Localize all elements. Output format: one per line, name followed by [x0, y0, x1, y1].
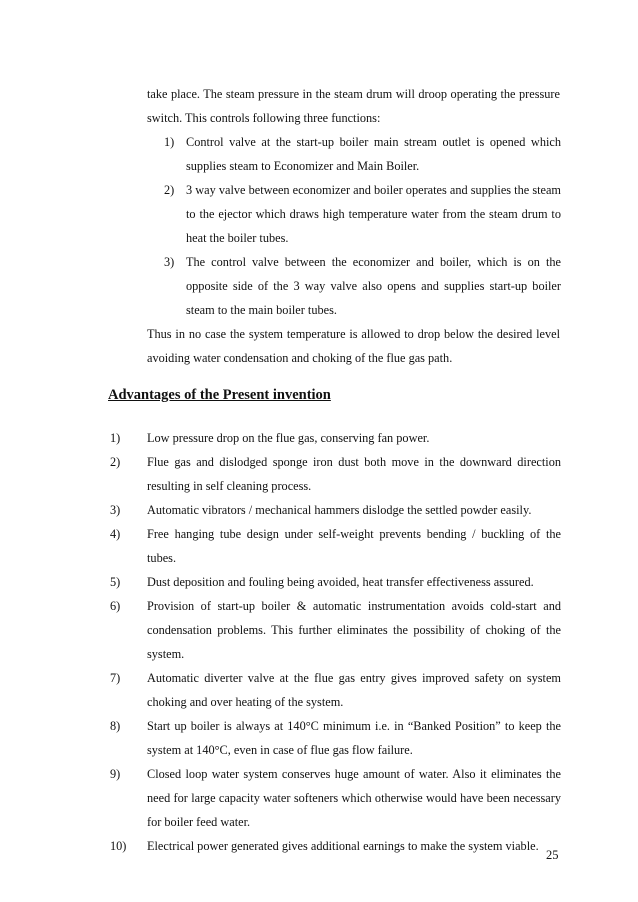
item-number: 7): [110, 671, 121, 685]
item-text: 3 way valve between economizer and boiler operates and supplies the steam to the ejector which draws high temperature water from the steam drum to heat the boiler tubes.: [186, 183, 561, 245]
conclusion-paragraph: Thus in no case the system temperature is allowed to drop below the desired level avoiding water condensation and choking of the flue gas path.: [147, 327, 560, 365]
item-number: 2): [164, 183, 175, 197]
item-number: 3): [110, 503, 121, 517]
functions-list: [164, 130, 561, 322]
list-item: [110, 570, 561, 594]
item-number: 1): [110, 431, 121, 445]
list-item: [110, 762, 561, 834]
section-heading: Advantages of the Present invention: [108, 387, 331, 403]
item-number: 2): [110, 455, 121, 469]
list-item: [110, 450, 561, 498]
item-text: Closed loop water system conserves huge amount of water. Also it eliminates the need for large capacity water softeners which otherwise would have been necessary for boiler feed water.: [147, 767, 561, 829]
item-text: Start up boiler is always at 140°C minimum i.e. in “Banked Position” to keep the system at 140°C, even in case of flue gas flow failure.: [147, 719, 561, 757]
list-item: [110, 594, 561, 666]
item-number: 6): [110, 599, 121, 613]
item-number: 9): [110, 767, 121, 781]
list-item: [164, 178, 561, 250]
page-number: 25: [546, 848, 559, 862]
item-text: Free hanging tube design under self-weight prevents bending / buckling of the tubes.: [147, 527, 561, 565]
item-text: Electrical power generated gives additional earnings to make the system viable.: [147, 839, 539, 853]
item-text: Low pressure drop on the flue gas, conserving fan power.: [147, 431, 430, 445]
list-item: [110, 834, 561, 858]
list-item: [164, 130, 561, 178]
item-number: 1): [164, 135, 175, 149]
item-text: The control valve between the economizer and boiler, which is on the opposite side of the 3 way valve also opens and supplies start-up boiler steam to the main boiler tubes.: [186, 255, 561, 317]
item-number: 10): [110, 839, 127, 853]
item-number: 8): [110, 719, 121, 733]
item-text: Dust deposition and fouling being avoided, heat transfer effectiveness assured.: [147, 575, 534, 589]
list-item: [110, 498, 561, 522]
item-number: 4): [110, 527, 121, 541]
item-text: Flue gas and dislodged sponge iron dust both move in the downward direction resulting in self cleaning process.: [147, 455, 561, 493]
list-item: [110, 426, 561, 450]
item-text: Automatic vibrators / mechanical hammers dislodge the settled powder easily.: [147, 503, 532, 517]
intro-paragraph: take place. The steam pressure in the steam drum will droop operating the pressure switch. This controls following three functions:: [147, 87, 560, 125]
item-text: Control valve at the start-up boiler main stream outlet is opened which supplies steam to Economizer and Main Boiler.: [186, 135, 561, 173]
item-number: 3): [164, 255, 175, 269]
list-item: [110, 714, 561, 762]
item-text: Automatic diverter valve at the flue gas entry gives improved safety on system choking and over heating of the system.: [147, 671, 561, 709]
list-item: [110, 666, 561, 714]
list-item: [110, 522, 561, 570]
item-number: 5): [110, 575, 121, 589]
item-text: Provision of start-up boiler & automatic instrumentation avoids cold-start and condensation problems. This further eliminates the possibility of choking of the system.: [147, 599, 561, 661]
list-item: [164, 250, 561, 322]
advantages-list: [110, 426, 561, 858]
